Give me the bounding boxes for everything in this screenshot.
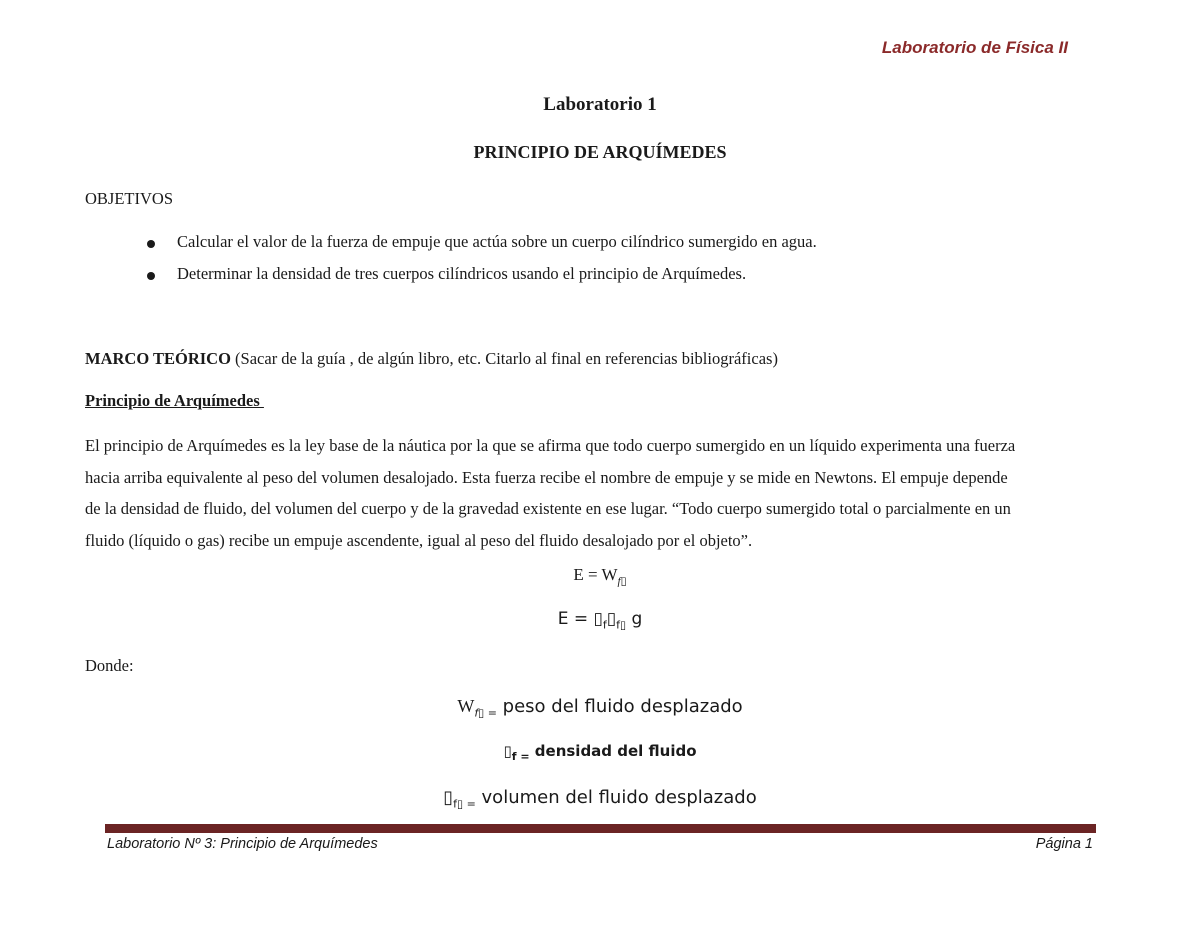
definition-subscript: f▯ = — [453, 797, 476, 811]
definition-symbol: W — [457, 696, 475, 716]
objective-text: Determinar la densidad de tres cuerpos cilíndricos usando el principio de Arquímedes. — [177, 264, 747, 283]
definition-symbol: ▯ — [443, 787, 454, 808]
marco-teorico-note: (Sacar de la guía , de algún libro, etc. Citarlo al final en referencias bibliográficas) — [230, 349, 778, 368]
header-course-title: Laboratorio de Física II — [881, 38, 1068, 57]
paragraph-line: El principio de Arquímedes es la ley base de la náutica por la que se afirma que todo cuerpo sumergido en un líquido experimenta una fuerza — [85, 436, 1016, 455]
marco-teorico-line — [85, 349, 778, 369]
principio-heading: Principio de Arquímedes — [85, 391, 264, 410]
paragraph-line: hacia arriba equivalente al peso del volumen desalojado. Esta fuerza recibe el nombre de empuje y se mide en Newtons. El empuje depende — [85, 467, 1008, 487]
lab-number-title: Laboratorio 1 — [543, 94, 657, 115]
lab-topic-title: PRINCIPIO DE ARQUÍMEDES — [473, 142, 727, 162]
footer-lab-title: Laboratorio Nº 3: Principio de Arquímedes — [107, 836, 378, 852]
principio-paragraph — [85, 430, 1115, 556]
equation-subscript: f — [602, 618, 607, 632]
objective-text: Calcular el valor de la fuerza de empuje que actúa sobre un cuerpo cilíndrico sumergido en agua. — [177, 232, 817, 251]
donde-label: Donde: — [85, 656, 134, 675]
definition-subscript: f▯ = — [474, 706, 497, 720]
equation-gravity: g — [626, 609, 643, 629]
equation-subscript: f▯ — [616, 618, 627, 632]
bullet-icon — [147, 272, 155, 280]
definition-subscript: f = — [511, 750, 530, 763]
equation-subscript: f▯ — [617, 575, 627, 588]
paragraph-line: fluido (líquido o gas) recibe un empuje ascendente, igual al peso del fluido desalojado por el objeto”. — [85, 530, 753, 550]
paragraph-line: de la densidad de fluido, del volumen del cuerpo y de la gravedad existente en ese lugar. “Todo cuerpo sumergido total o parcialmente en un — [85, 499, 1011, 518]
definition-weight — [0, 696, 1200, 720]
equation-main: E = ▯ — [557, 609, 603, 629]
definition-density — [0, 742, 1200, 763]
definition-text: volumen del fluido desplazado — [475, 787, 757, 808]
equation-buoyancy-density — [0, 609, 1200, 631]
objetivos-heading: OBJETIVOS — [85, 189, 174, 208]
definition-text: peso del fluido desplazado — [496, 696, 743, 717]
footer-page-number: Página 1 — [1035, 836, 1093, 852]
marco-teorico-heading: MARCO TEÓRICO — [85, 349, 231, 368]
equation-buoyancy-weight — [0, 565, 1200, 587]
definition-text: densidad del fluido — [529, 742, 697, 760]
equation-symbol: ▯ — [606, 609, 617, 629]
definition-volume — [0, 787, 1200, 811]
bullet-icon — [147, 240, 155, 248]
footer-divider — [105, 824, 1096, 833]
equation-main: E = W — [573, 565, 618, 584]
definition-symbol: ▯ — [503, 742, 512, 760]
